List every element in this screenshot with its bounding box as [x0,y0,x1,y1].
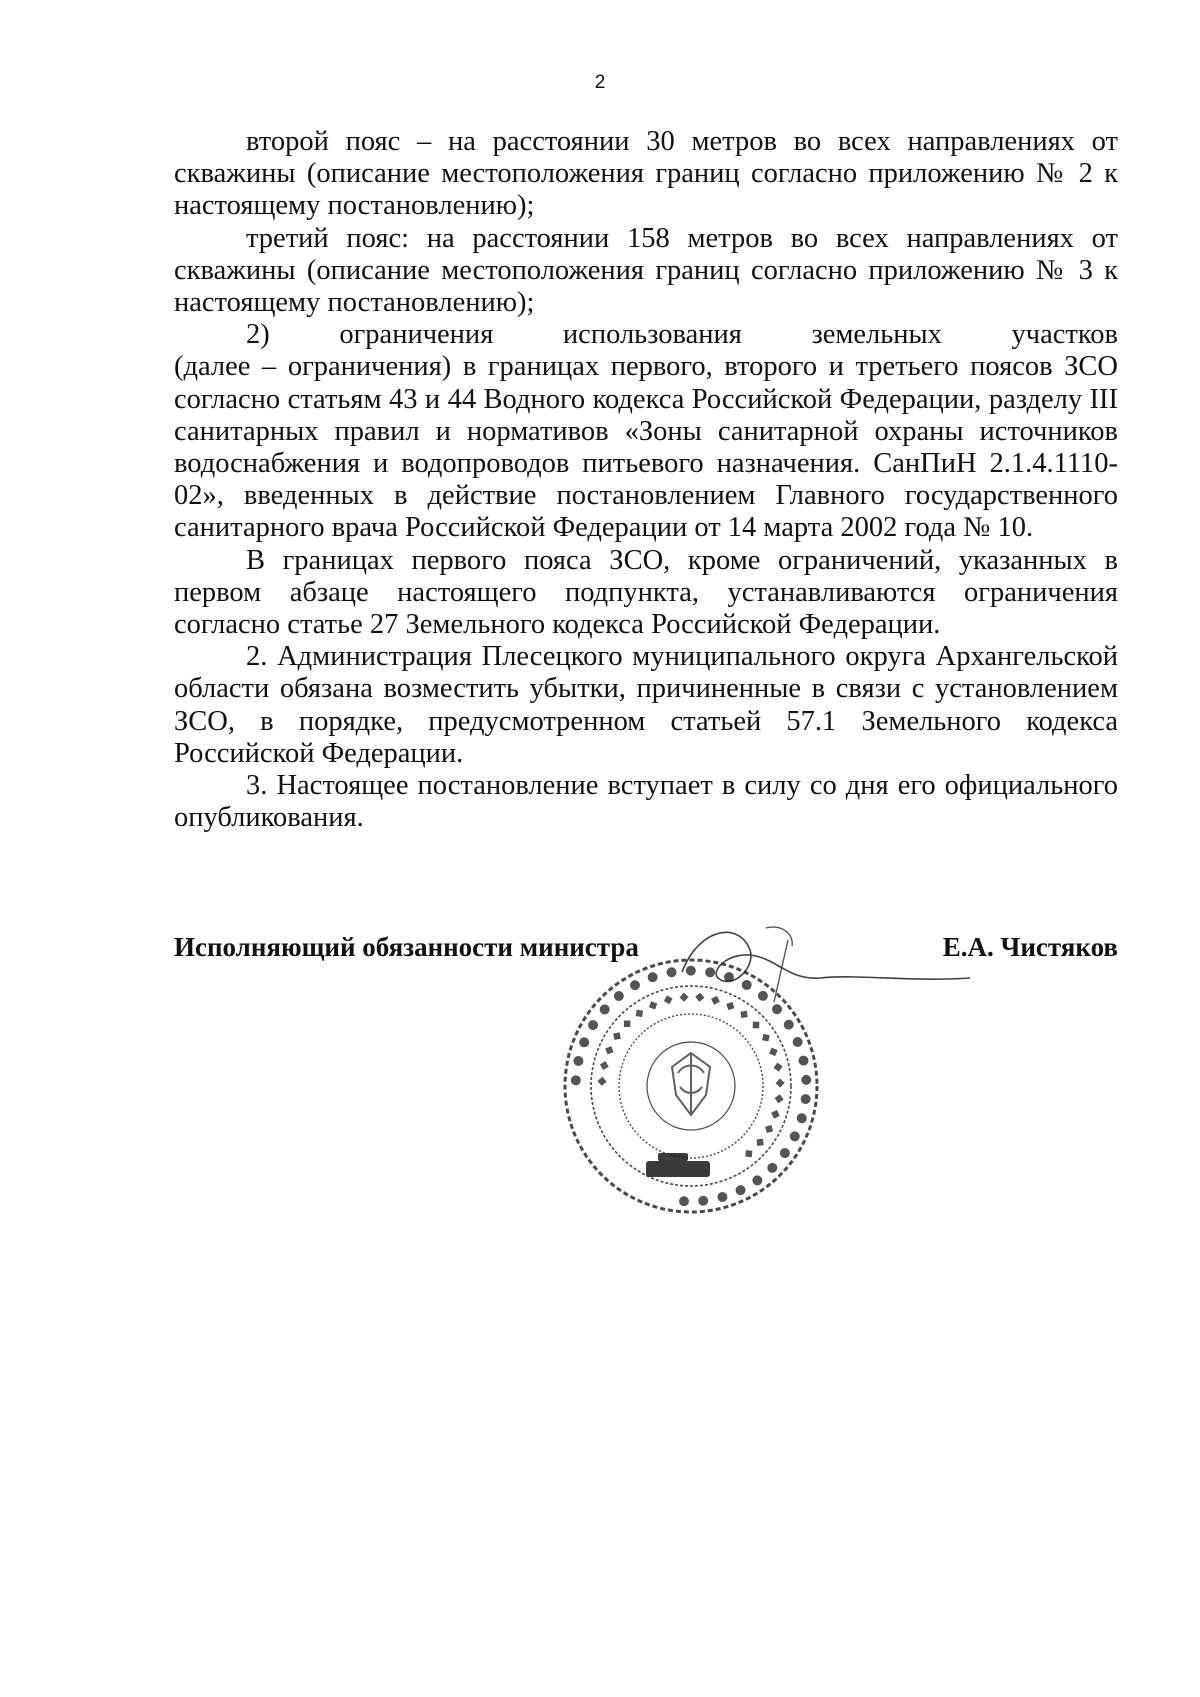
paragraph-second-zone: второй пояс – на расстоянии 30 метров во всех направлениях от скважины (описание местоположения границ согласно приложению № 2 к настоящему постановлению); [174,126,1118,222]
page-number: 2 [594,72,606,93]
paragraph-third-zone: третий пояс: на расстоянии 158 метров во всех направлениях от скважины (описание местоположения границ согласно приложению № 3 к настоящему постановлению); [174,222,1118,319]
svg-text:● ● ● ● ● ● ● ● ● ● ● ● ● ● ●: ● ● ● ● ● ● ● ● ● ● ● ● ● ● ● ● ● ● ● ● ● ● ● ● ● ● ● ● ● [567,962,815,1210]
svg-text:◆ ◆ ◆ ◆ ◆ ◆ ◆ ◆ ◆ ◆ ◆ ◆ ◆ ◆ ◆: ◆ ◆ ◆ ◆ ◆ ◆ ◆ ◆ ◆ ◆ ◆ ◆ ◆ ◆ ◆ ◆ ◆ ◆ ◆ ◆ ◆ ◆ ◆ [593,988,789,1164]
document-body [174,126,1118,834]
paragraph-first-zone-restrictions: В границах первого пояса ЗСО, кроме ограничений, указанных в первом абзаце настоящего подпункта, устанавливаются ограничения согласно статье 27 Земельного кодекса Российской Федерации. [174,544,1118,641]
paragraph-item-2-first-line [174,319,1118,351]
signatory-name: Е.А. Чистяков [942,932,1118,962]
paragraph-entry-into-force: 3. Настоящее постановление вступает в силу со дня его официального опубликования. [174,770,1118,834]
paragraph-compensation: 2. Администрация Плесецкого муниципального округа Архангельской области обязана возместить убытки, причиненные в связи с установлением ЗСО, в порядке, предусмотренном статьей 57.1 Земельного кодекса Российской Федерации. [174,641,1118,769]
paragraph-restrictions: (далее – ограничения) в границах первого, второго и третьего поясов ЗСО согласно статьям 43 и 44 Водного кодекса Российской Федерации, разделу III санитарных правил и нормативов «Зоны санитарной охраны источников водоснабжения и водопроводов питьевого назначения. СанПиН 2.1.4.1110-02», введенных в действие постановлением Главного государственного санитарного врача Российской Федерации от 14 марта 2002 года № 10. [174,351,1118,544]
signatory-title: Исполняющий обязанности министра [174,932,639,962]
handwritten-signature-icon [670,920,980,1010]
paragraph-item-2-first-line-text: 2) ограничения использования земельных участков [246,319,1118,351]
